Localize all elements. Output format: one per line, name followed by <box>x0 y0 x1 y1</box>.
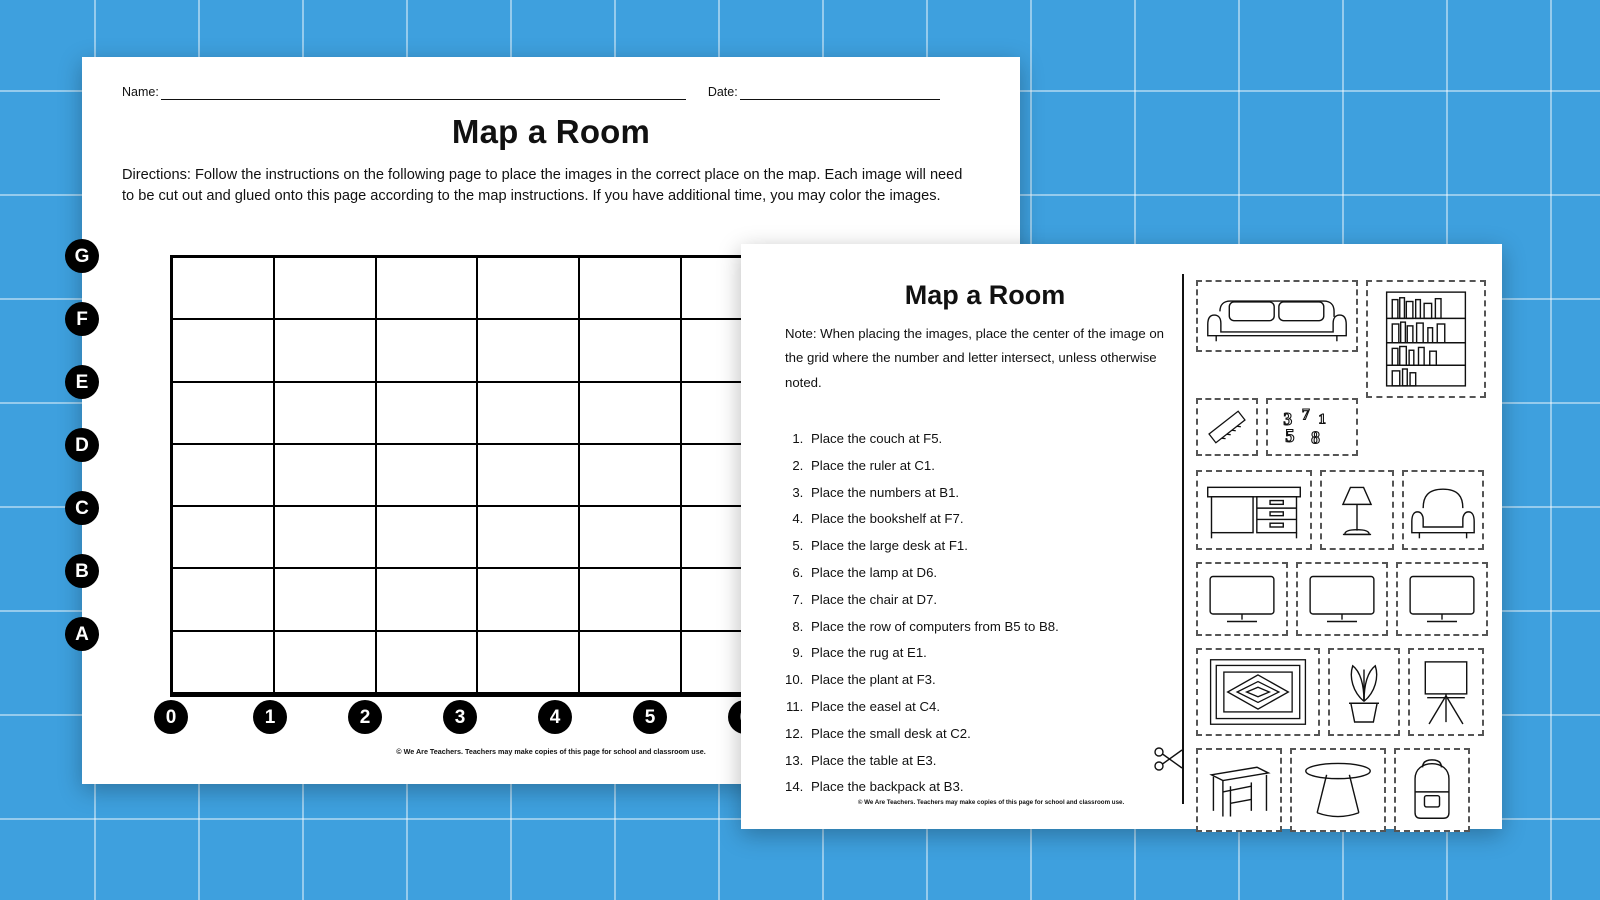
grid-cell[interactable] <box>173 258 275 320</box>
list-item: 6. Place the lamp at D6. <box>807 560 1207 587</box>
list-item: 7. Place the chair at D7. <box>807 587 1207 614</box>
col-marker-5: 5 <box>633 700 667 734</box>
grid-cell[interactable] <box>275 258 377 320</box>
list-item: 14. Place the backpack at B3. <box>807 774 1207 801</box>
cutout-backpack[interactable] <box>1394 748 1470 832</box>
cutout-row <box>1196 398 1488 462</box>
grid-cell[interactable] <box>478 507 580 569</box>
name-date-row <box>122 85 980 100</box>
col-marker-4: 4 <box>538 700 572 734</box>
list-item: 10. Place the plant at F3. <box>807 667 1207 694</box>
grid-cell[interactable] <box>173 383 275 445</box>
cutout-bookshelf[interactable] <box>1366 280 1486 398</box>
instruction-list <box>785 426 1207 801</box>
grid-cell[interactable] <box>377 569 479 631</box>
cutout-row <box>1196 648 1488 740</box>
row-marker-e: E <box>65 365 99 399</box>
cutout-armchair[interactable] <box>1402 470 1484 550</box>
cutout-row <box>1196 748 1488 836</box>
list-item: 4. Place the bookshelf at F7. <box>807 506 1207 533</box>
list-item: 1. Place the couch at F5. <box>807 426 1207 453</box>
cutout-numbers[interactable] <box>1266 398 1358 456</box>
list-item: 13. Place the table at E3. <box>807 748 1207 775</box>
name-label: Name: <box>122 85 159 99</box>
grid-cell[interactable] <box>173 445 275 507</box>
copyright-footer: © We Are Teachers. Teachers may make copies of this page for school and classroom use. <box>857 799 1125 806</box>
grid-cell[interactable] <box>580 569 682 631</box>
row-marker-g: G <box>65 239 99 273</box>
grid-cell[interactable] <box>173 507 275 569</box>
grid-cell[interactable] <box>275 507 377 569</box>
scissors-icon <box>1152 742 1186 776</box>
date-input-line[interactable] <box>740 86 940 100</box>
name-input-line[interactable] <box>161 86 686 100</box>
cutout-row <box>1196 280 1488 398</box>
instructions-title: Map a Room <box>904 280 1066 310</box>
grid-cell[interactable] <box>275 383 377 445</box>
grid-cell[interactable] <box>580 258 682 320</box>
grid-cell[interactable] <box>377 383 479 445</box>
grid-cell[interactable] <box>478 383 580 445</box>
col-marker-1: 1 <box>253 700 287 734</box>
grid-cell[interactable] <box>580 632 682 694</box>
list-item: 11. Place the easel at C4. <box>807 694 1207 721</box>
row-marker-b: B <box>65 554 99 588</box>
grid-cell[interactable] <box>580 507 682 569</box>
grid-cell[interactable] <box>275 445 377 507</box>
cutout-table[interactable] <box>1290 748 1386 832</box>
grid-cell[interactable] <box>275 632 377 694</box>
cutout-couch[interactable] <box>1196 280 1358 352</box>
grid-cell[interactable] <box>580 445 682 507</box>
grid-cell[interactable] <box>173 569 275 631</box>
copyright-footer: © We Are Teachers. Teachers may make copies of this page for school and classroom use. <box>396 747 706 756</box>
list-item: 3. Place the numbers at B1. <box>807 480 1207 507</box>
row-marker-c: C <box>65 491 99 525</box>
grid-cell[interactable] <box>580 320 682 382</box>
list-item: 8. Place the row of computers from B5 to B8. <box>807 614 1207 641</box>
grid-cell[interactable] <box>580 383 682 445</box>
row-marker-d: D <box>65 428 99 462</box>
grid-cell[interactable] <box>377 632 479 694</box>
cutout-computer[interactable] <box>1296 562 1388 636</box>
grid-cell[interactable] <box>478 320 580 382</box>
cutout-lamp[interactable] <box>1320 470 1394 550</box>
list-item: 12. Place the small desk at C2. <box>807 721 1207 748</box>
cutout-row <box>1196 562 1488 640</box>
cutout-image-bank <box>1196 280 1488 792</box>
grid-cell[interactable] <box>173 320 275 382</box>
grid-cell[interactable] <box>377 320 479 382</box>
grid-cell[interactable] <box>377 258 479 320</box>
cutout-row <box>1196 470 1488 554</box>
grid-cell[interactable] <box>478 258 580 320</box>
cutout-small-desk[interactable] <box>1196 748 1282 832</box>
list-item: 2. Place the ruler at C1. <box>807 453 1207 480</box>
grid-cell[interactable] <box>377 507 479 569</box>
cut-line <box>1182 274 1184 804</box>
worksheet-page-instructions <box>741 244 1502 829</box>
cutout-ruler[interactable] <box>1196 398 1258 456</box>
col-marker-3: 3 <box>443 700 477 734</box>
svg-text:5: 5 <box>1285 425 1295 446</box>
col-marker-2: 2 <box>348 700 382 734</box>
grid-cell[interactable] <box>275 320 377 382</box>
svg-text:8: 8 <box>1311 427 1320 448</box>
row-marker-f: F <box>65 302 99 336</box>
cutout-computer[interactable] <box>1196 562 1288 636</box>
grid-cell[interactable] <box>275 569 377 631</box>
col-marker-0: 0 <box>154 700 188 734</box>
svg-text:1: 1 <box>1318 411 1326 428</box>
cutout-plant[interactable] <box>1328 648 1400 736</box>
svg-text:7: 7 <box>1301 406 1310 424</box>
grid-cell[interactable] <box>478 569 580 631</box>
grid-cell[interactable] <box>173 632 275 694</box>
directions-text: Directions: Follow the instructions on the following page to place the images in the correct place on the map. Each image will need to be cut out and glued onto this page according to the map instructions. If you have additional time, you may color the images. <box>122 167 963 204</box>
row-marker-a: A <box>65 617 99 651</box>
instructions-note: Note: When placing the images, place the center of the image on the grid where the number and letter intersect, unless otherwise noted. <box>785 326 1164 390</box>
cutout-rug[interactable] <box>1196 648 1320 736</box>
page-title: Map a Room <box>451 113 651 150</box>
grid-cell[interactable] <box>478 445 580 507</box>
date-label: Date: <box>707 85 738 99</box>
cutout-computer[interactable] <box>1396 562 1488 636</box>
grid-cell[interactable] <box>377 445 479 507</box>
cutout-large-desk[interactable] <box>1196 470 1312 550</box>
list-item: 9. Place the rug at E1. <box>807 640 1207 667</box>
svg-text:3: 3 <box>1283 409 1293 430</box>
grid-cell[interactable] <box>478 632 580 694</box>
cutout-easel[interactable] <box>1408 648 1484 736</box>
list-item: 5. Place the large desk at F1. <box>807 533 1207 560</box>
